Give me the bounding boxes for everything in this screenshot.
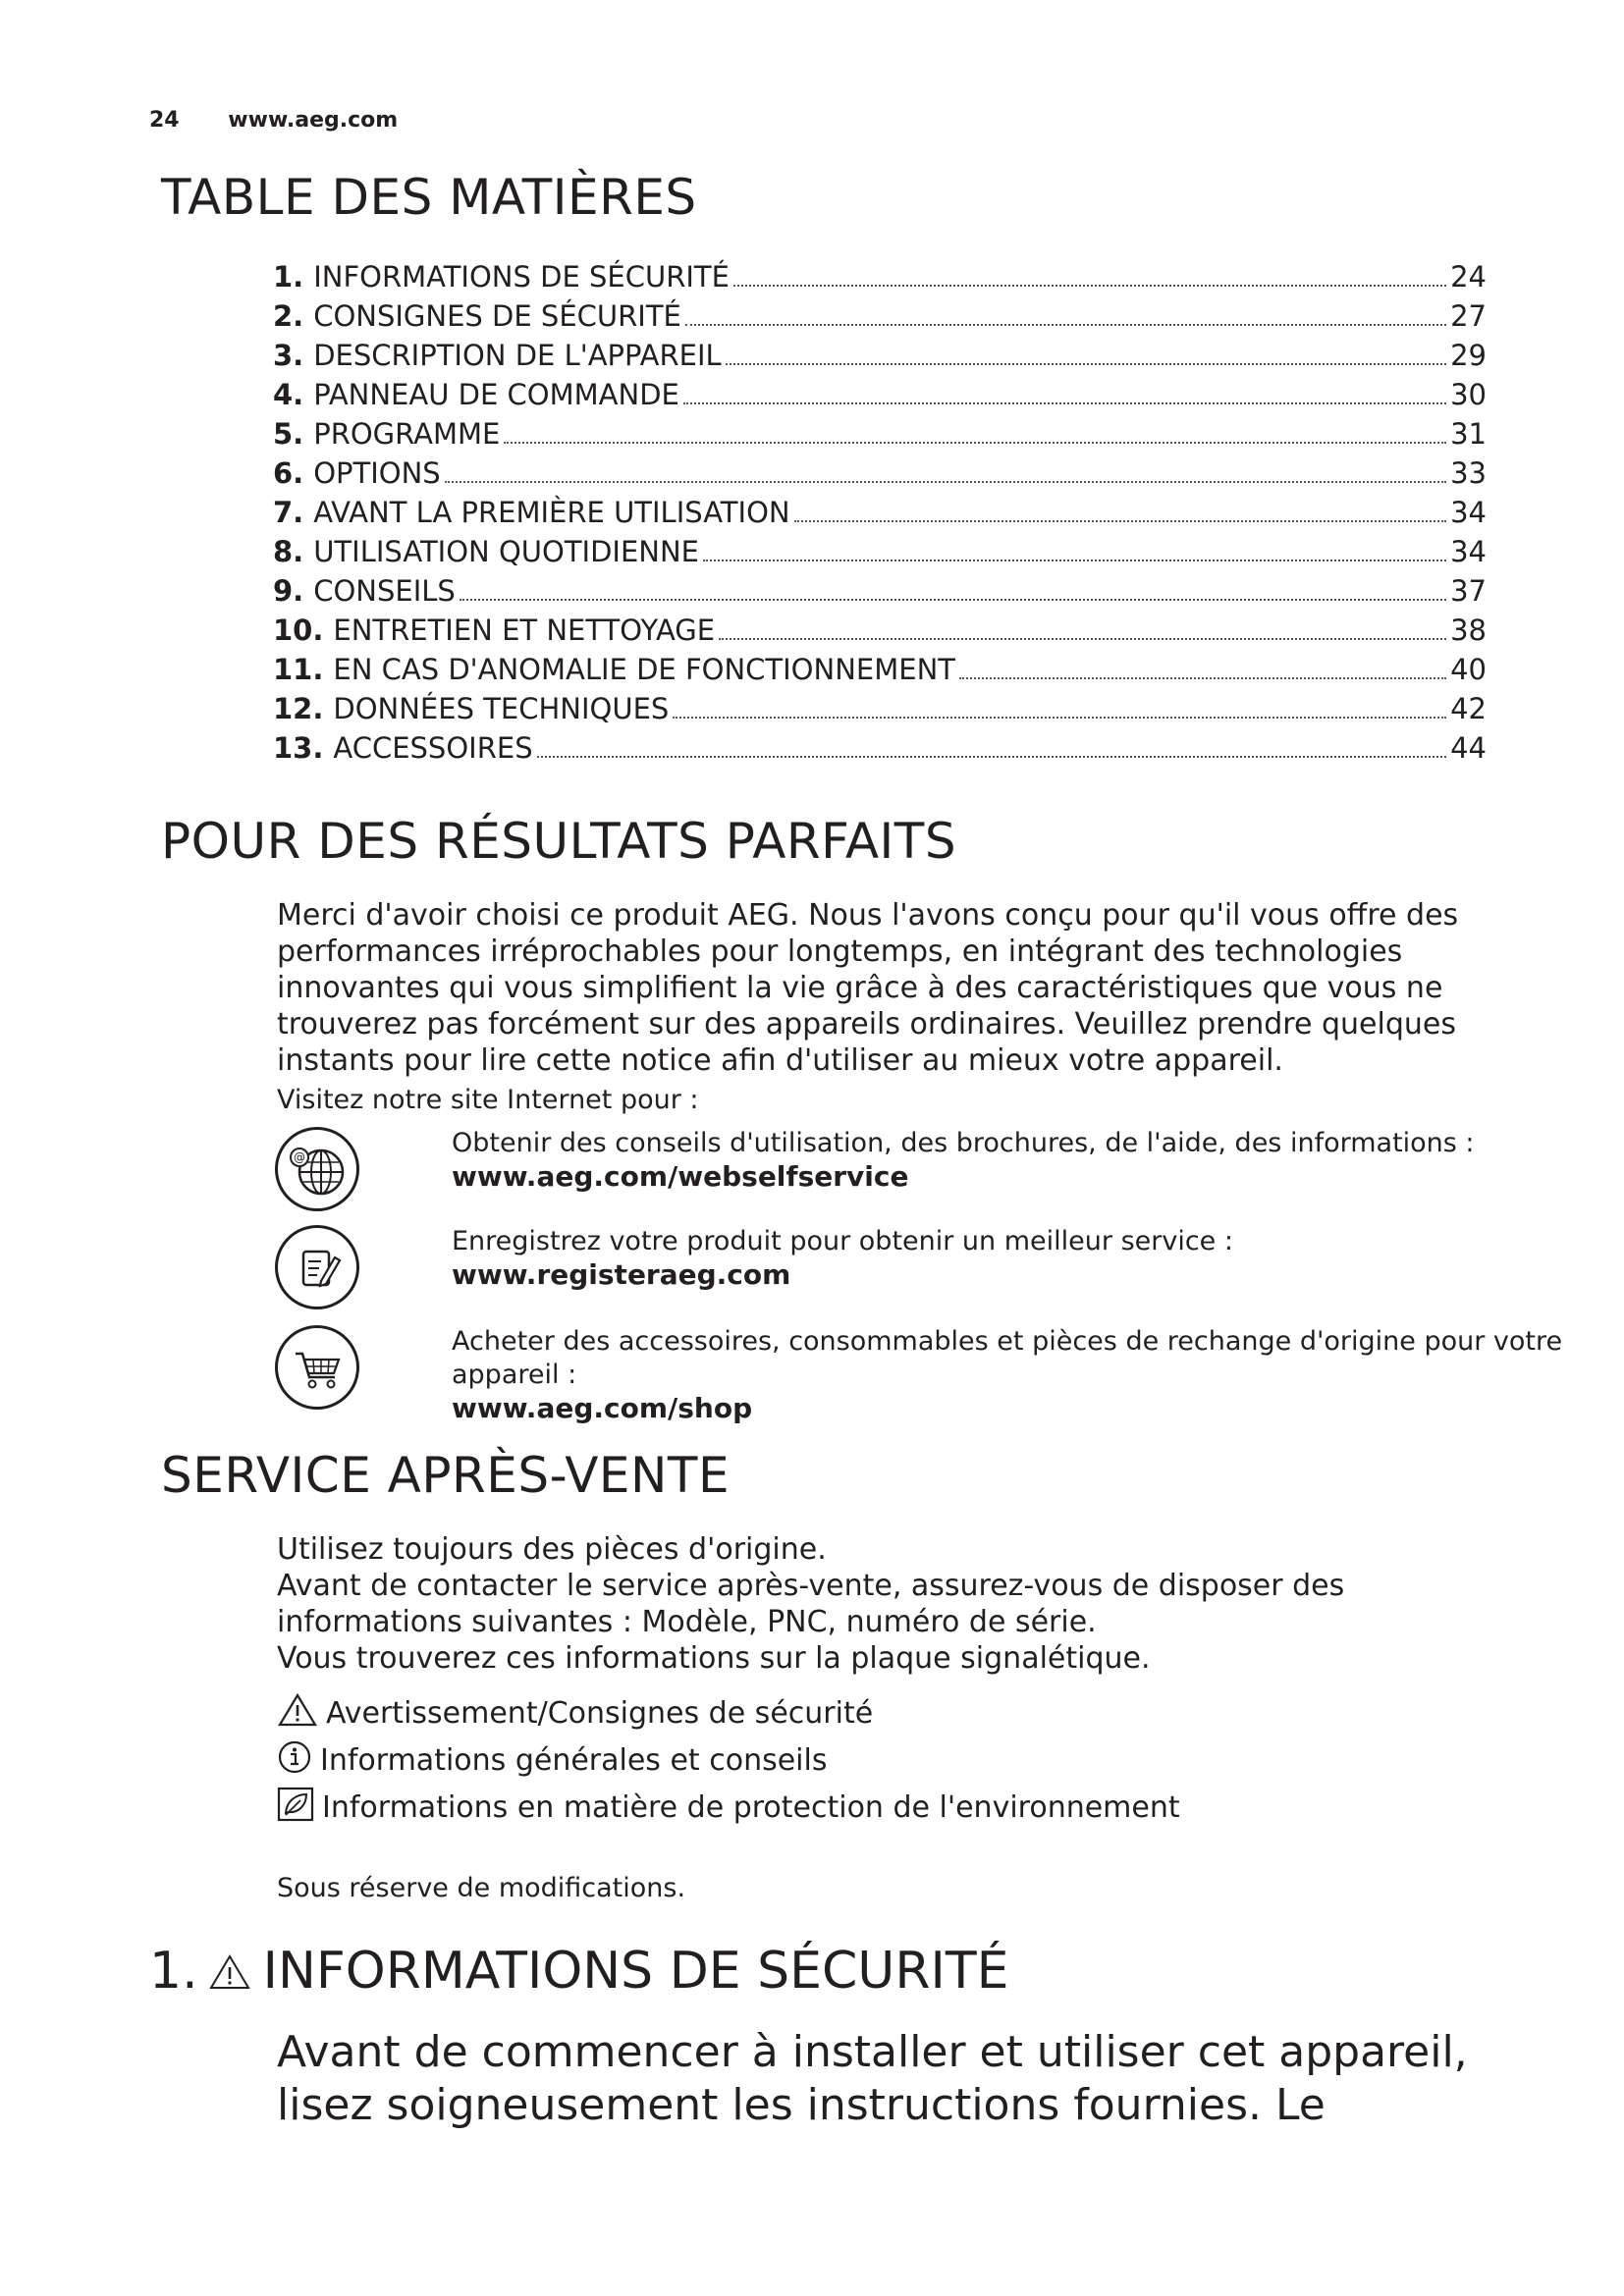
page-number: 24 <box>149 108 180 133</box>
toc-item-label: UTILISATION QUOTIDIENNE <box>313 535 700 568</box>
page-header <box>149 108 398 133</box>
toc-item-number: 1. <box>273 260 304 294</box>
toc-leader <box>719 630 1446 640</box>
toc-item-number: 6. <box>273 456 304 490</box>
toc-leader <box>537 748 1446 758</box>
site-url: www.aeg.com <box>228 108 399 133</box>
toc-item-page: 38 <box>1450 614 1487 647</box>
toc-item[interactable] <box>273 257 1487 296</box>
toc-item-page: 40 <box>1450 653 1487 686</box>
legend-text: Informations en matière de protection de l'environnement <box>322 1790 1180 1825</box>
after-sales-text <box>277 1531 1494 1677</box>
results-paragraph: Merci d'avoir choisi ce produit AEG. Nous l'avons conçu pour qu'il vous offre des performances irréprochables pour longtemps, en intégrant des technologies innovantes qui vous simplifient la vie grâce à des caractéristiques que vous ne trouverez pas forcément sur des appareils ordinaires. Veuillez prendre quelques instants pour lire cette notice afin d'utiliser au mieux votre appareil. <box>277 898 1459 1078</box>
service-link[interactable]: www.aeg.com/shop <box>452 1392 753 1424</box>
table-of-contents <box>273 257 1487 768</box>
toc-item-page: 37 <box>1450 574 1487 608</box>
toc-item-number: 7. <box>273 496 304 529</box>
globe-at-icon <box>275 1127 359 1211</box>
warning-triangle-icon <box>208 1945 251 2003</box>
toc-item-number: 2. <box>273 299 304 333</box>
toc-leader <box>726 355 1446 365</box>
toc-leader <box>673 709 1446 719</box>
toc-item-label: INFORMATIONS DE SÉCURITÉ <box>313 260 730 294</box>
toc-item[interactable] <box>273 611 1487 650</box>
toc-item-label: CONSIGNES DE SÉCURITÉ <box>313 299 681 333</box>
register-document-icon <box>275 1225 359 1309</box>
toc-item-page: 24 <box>1450 260 1487 294</box>
toc-item[interactable] <box>273 414 1487 454</box>
results-title: POUR DES RÉSULTATS PARFAITS <box>161 813 957 870</box>
toc-leader <box>685 316 1446 326</box>
toc-item-number: 3. <box>273 339 304 372</box>
shopping-cart-icon <box>275 1325 359 1410</box>
toc-item[interactable] <box>273 375 1487 414</box>
after-sales-line: Utilisez toujours des pièces d'origine. <box>277 1532 827 1567</box>
toc-item-number: 4. <box>273 378 304 411</box>
environment-leaf-icon <box>277 1787 314 1831</box>
section-1-heading <box>149 1942 1008 2003</box>
toc-item-label: AVANT LA PREMIÈRE UTILISATION <box>313 496 790 529</box>
toc-item[interactable] <box>273 296 1487 336</box>
service-text: Obtenir des conseils d'utilisation, des brochures, de l'aide, des informations : <box>452 1128 1475 1158</box>
section-title: INFORMATIONS DE SÉCURITÉ <box>262 1942 1009 2001</box>
toc-item-page: 29 <box>1450 339 1487 372</box>
toc-item[interactable] <box>273 532 1487 571</box>
toc-item-number: 8. <box>273 535 304 568</box>
legend-info <box>277 1739 827 1784</box>
toc-item-label: CONSEILS <box>313 574 456 608</box>
toc-item-page: 33 <box>1450 456 1487 490</box>
toc-item[interactable] <box>273 336 1487 375</box>
toc-leader <box>959 669 1446 679</box>
toc-item-number: 10. <box>273 614 324 647</box>
toc-item-page: 30 <box>1450 378 1487 411</box>
toc-leader <box>445 473 1446 483</box>
toc-item[interactable] <box>273 454 1487 493</box>
after-sales-title: SERVICE APRÈS-VENTE <box>161 1447 731 1504</box>
section-1-intro: Avant de commencer à installer et utiliser cet appareil, lisez soigneusement les instructions fournies. Le <box>277 2027 1468 2130</box>
toc-item-number: 5. <box>273 417 304 451</box>
toc-item-page: 42 <box>1450 692 1487 725</box>
legend-text: Avertissement/Consignes de sécurité <box>326 1696 874 1731</box>
visit-text: Visitez notre site Internet pour : <box>277 1085 699 1115</box>
warning-triangle-icon <box>277 1692 318 1736</box>
toc-leader <box>504 434 1446 444</box>
toc-item-number: 12. <box>273 692 324 725</box>
service-text: Enregistrez votre produit pour obtenir un meilleur service : <box>452 1226 1233 1256</box>
service-link[interactable]: www.registeraeg.com <box>452 1258 791 1291</box>
toc-item-page: 31 <box>1450 417 1487 451</box>
toc-item-label: EN CAS D'ANOMALIE DE FONCTIONNEMENT <box>333 653 955 686</box>
after-sales-line: Vous trouverez ces informations sur la plaque signalétique. <box>277 1641 1151 1676</box>
toc-item-label: ENTRETIEN ET NETTOYAGE <box>333 614 716 647</box>
toc-item-page: 34 <box>1450 535 1487 568</box>
toc-leader <box>733 277 1446 287</box>
toc-item[interactable] <box>273 650 1487 689</box>
toc-item-number: 13. <box>273 731 324 765</box>
service-link[interactable]: www.aeg.com/webselfservice <box>452 1160 909 1193</box>
toc-item[interactable] <box>273 689 1487 728</box>
toc-item-label: DESCRIPTION DE L'APPAREIL <box>313 339 722 372</box>
toc-item-label: PANNEAU DE COMMANDE <box>313 378 679 411</box>
section-number: 1. <box>149 1942 198 2001</box>
toc-leader <box>703 552 1446 561</box>
toc-item-number: 9. <box>273 574 304 608</box>
toc-leader <box>683 395 1446 404</box>
service-text: Acheter des accessoires, consommables et pièces de rechange d'origine pour votre appareil : <box>452 1326 1563 1390</box>
toc-item-page: 27 <box>1450 299 1487 333</box>
legend-environment <box>277 1787 1180 1831</box>
toc-item[interactable] <box>273 728 1487 768</box>
info-circle-icon <box>277 1739 312 1784</box>
toc-leader <box>460 591 1446 601</box>
toc-item-page: 34 <box>1450 496 1487 529</box>
svg-text:@: @ <box>294 1150 305 1164</box>
toc-item-page: 44 <box>1450 731 1487 765</box>
toc-item-label: ACCESSOIRES <box>333 731 533 765</box>
toc-item-label: PROGRAMME <box>313 417 501 451</box>
legend-text: Informations générales et conseils <box>320 1743 828 1778</box>
legend-warning <box>277 1692 873 1736</box>
after-sales-line: Avant de contacter le service après-vente, assurez-vous de disposer des informations suivantes : Modèle, PNC, numéro de série. <box>277 1569 1345 1639</box>
toc-leader <box>794 512 1447 522</box>
toc-item[interactable] <box>273 493 1487 532</box>
toc-item-label: OPTIONS <box>313 456 441 490</box>
toc-item[interactable] <box>273 571 1487 611</box>
toc-title: TABLE DES MATIÈRES <box>161 169 697 226</box>
toc-item-number: 11. <box>273 653 324 686</box>
modification-note: Sous réserve de modifications. <box>277 1873 686 1903</box>
toc-item-label: DONNÉES TECHNIQUES <box>333 692 670 725</box>
